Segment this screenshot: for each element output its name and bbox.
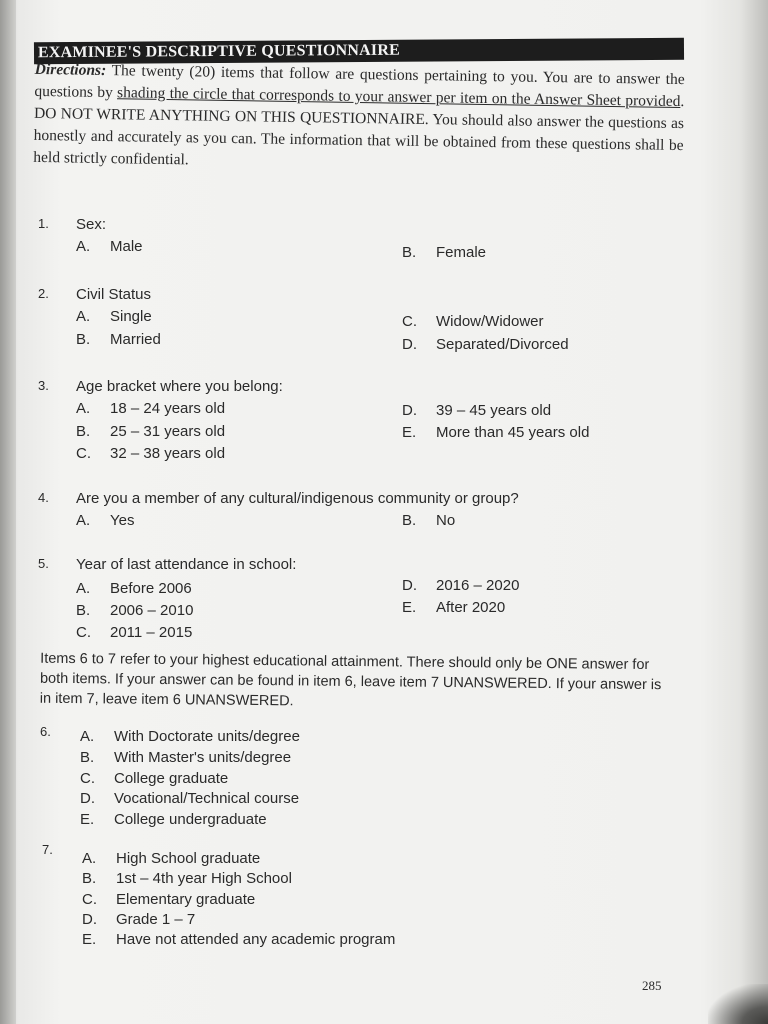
- option-label: Male: [110, 238, 143, 255]
- option-letter: D.: [82, 911, 97, 928]
- option-3-e: [402, 424, 589, 441]
- option-label: Grade 1 – 7: [116, 911, 196, 928]
- option-7-e: [82, 931, 395, 948]
- option-letter: E.: [82, 931, 97, 948]
- option-letter: B.: [82, 870, 97, 887]
- option-letter: E.: [80, 811, 95, 828]
- option-letter: C.: [80, 770, 95, 787]
- option-6-b: [80, 749, 291, 766]
- option-label: Married: [110, 331, 161, 348]
- option-6-a: [80, 728, 300, 745]
- option-2-d: [402, 336, 569, 353]
- option-label: Elementary graduate: [116, 891, 256, 908]
- option-3-b: [76, 423, 225, 440]
- option-5-c: [76, 624, 192, 641]
- option-label: More than 45 years old: [436, 424, 590, 441]
- option-letter: E.: [402, 424, 417, 441]
- option-letter: A.: [76, 400, 91, 417]
- question-text: Year of last attendance in school:: [76, 556, 297, 573]
- option-letter: C.: [82, 891, 97, 908]
- page-number: 285: [642, 978, 662, 993]
- option-2-a: [76, 308, 152, 325]
- option-label: College graduate: [114, 770, 229, 787]
- question-number: 2.: [38, 286, 49, 301]
- option-label: Female: [436, 244, 487, 261]
- option-letter: A.: [80, 728, 95, 745]
- option-3-c: [76, 445, 225, 462]
- question-text: Sex:: [76, 216, 107, 233]
- option-1-b: [402, 244, 486, 261]
- option-7-a: [82, 850, 260, 867]
- option-label: College undergraduate: [114, 811, 267, 828]
- option-label: 32 – 38 years old: [110, 445, 226, 462]
- option-7-c: [82, 891, 255, 908]
- option-7-b: [82, 870, 292, 887]
- option-label: Have not attended any academic program: [116, 931, 396, 948]
- option-letter: B.: [76, 602, 91, 619]
- option-label: Vocational/Technical course: [114, 790, 300, 807]
- option-label: Separated/Divorced: [436, 336, 569, 353]
- option-1-a: [76, 238, 143, 255]
- option-letter: B.: [76, 423, 91, 440]
- section-header: EXAMINEE'S DESCRIPTIVE QUESTIONNAIRE: [34, 38, 684, 65]
- directions-text-2: . DO NOT WRITE ANYTHING ON THIS QUESTIONNAIRE. You should also answer the questions as honestly and accurately as you can. The information that will be obtained from these questions shall be held strictly confidential.: [33, 93, 685, 169]
- option-letter: D.: [402, 336, 417, 353]
- question-number: 6.: [40, 724, 51, 739]
- option-letter: C.: [402, 313, 417, 330]
- option-letter: A.: [82, 850, 97, 867]
- option-label: 2016 – 2020: [436, 577, 520, 594]
- option-5-e: [402, 599, 505, 616]
- question-number: 3.: [38, 378, 49, 393]
- option-6-d: [80, 790, 299, 807]
- option-label: No: [436, 512, 456, 529]
- option-2-c: [402, 313, 544, 330]
- option-letter: A.: [76, 238, 91, 255]
- option-4-a: [76, 512, 134, 529]
- option-letter: C.: [76, 624, 91, 641]
- question-number: 4.: [38, 490, 49, 505]
- option-label: 2006 – 2010: [110, 602, 194, 619]
- option-5-b: [76, 602, 193, 619]
- question-number: 7.: [42, 842, 53, 857]
- binding-shadow: [0, 0, 16, 1024]
- directions-text-1: The twenty (20) items that follow are questions pertaining to you. You are to answer the questions by: [34, 62, 685, 102]
- directions-paragraph: [33, 59, 685, 179]
- option-letter: D.: [402, 577, 417, 594]
- option-label: High School graduate: [116, 850, 261, 867]
- option-label: With Doctorate units/degree: [114, 728, 300, 745]
- option-letter: B.: [402, 244, 417, 261]
- option-label: Before 2006: [110, 580, 192, 597]
- option-label: 25 – 31 years old: [110, 423, 226, 440]
- option-6-e: [80, 811, 267, 828]
- question-text: Are you a member of any cultural/indigenous community or group?: [76, 490, 519, 507]
- option-letter: A.: [76, 512, 91, 529]
- educational-attainment-note: Items 6 to 7 refer to your highest educational attainment. There should only be ONE answer for both items. If your answer can be found in item 6, leave item 7 UNANSWERED. If your answer is in item 7, leave item 6 UNANSWERED.: [39, 650, 662, 710]
- option-5-d: [402, 577, 519, 594]
- question-number: 1.: [38, 216, 49, 231]
- option-label: With Master's units/degree: [114, 749, 292, 766]
- page-corner-shadow: [708, 984, 768, 1024]
- option-letter: B.: [80, 749, 95, 766]
- option-letter: D.: [402, 402, 417, 419]
- question-text: Civil Status: [76, 286, 152, 303]
- option-letter: D.: [80, 790, 95, 807]
- question-text: Age bracket where you belong:: [76, 378, 283, 395]
- option-3-a: [76, 400, 225, 417]
- question-number: 5.: [38, 556, 49, 571]
- option-2-b: [76, 331, 161, 348]
- option-label: Yes: [110, 512, 135, 529]
- option-label: Widow/Widower: [436, 313, 544, 330]
- option-4-b: [402, 512, 455, 529]
- option-letter: B.: [76, 331, 91, 348]
- option-label: 18 – 24 years old: [110, 400, 226, 417]
- option-letter: C.: [76, 445, 91, 462]
- option-7-d: [82, 911, 195, 928]
- option-label: Single: [110, 308, 152, 325]
- option-letter: B.: [402, 512, 417, 529]
- directions-underlined-text: shading the circle that corresponds to your answer per item on the Answer Sheet provided: [116, 84, 681, 111]
- option-label: After 2020: [436, 599, 506, 616]
- directions-lead: Directions:: [34, 60, 107, 80]
- option-letter: A.: [76, 308, 91, 325]
- option-5-a: [76, 580, 192, 597]
- option-letter: A.: [76, 580, 91, 597]
- option-letter: E.: [402, 599, 417, 616]
- option-label: 2011 – 2015: [110, 624, 193, 641]
- option-label: 1st – 4th year High School: [116, 870, 292, 887]
- option-3-d: [402, 402, 551, 419]
- option-6-c: [80, 770, 228, 787]
- option-label: 39 – 45 years old: [436, 402, 552, 419]
